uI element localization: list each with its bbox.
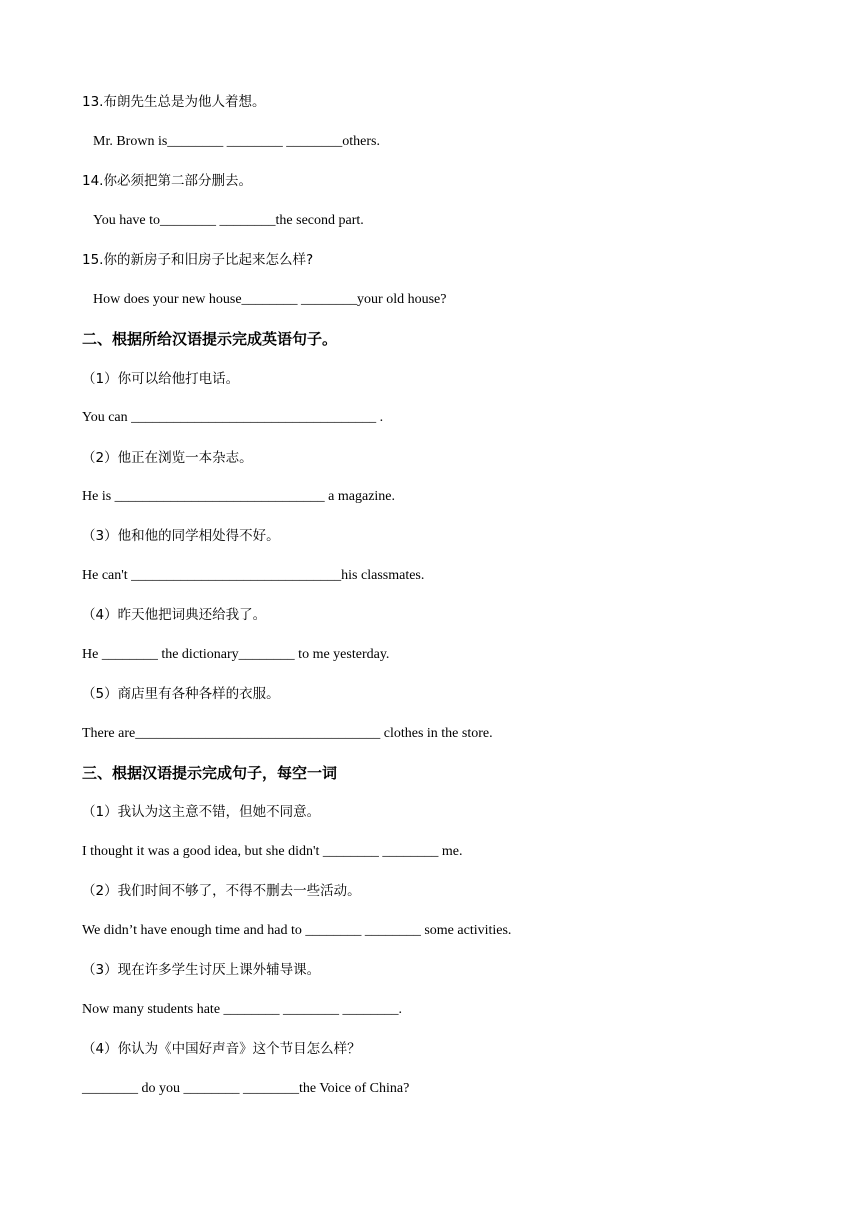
section-3-item-3-chinese: （3）现在许多学生讨厌上课外辅导课。 <box>82 962 321 978</box>
section-2-item-3-chinese: （3）他和他的同学相处得不好。 <box>82 528 280 544</box>
question-15-english: How does your new house________ ________your old house? <box>93 292 447 307</box>
section-3-item-2-english: We didn’t have enough time and had to ________ ________ some activities. <box>82 923 512 938</box>
section-3-item-3-english: Now many students hate ________ ________ ________. <box>82 1002 403 1017</box>
section-2-item-4-english: He ________ the dictionary________ to me yesterday. <box>82 647 390 662</box>
section-3-heading: 三、根据汉语提示完成句子，每空一词 <box>82 764 338 782</box>
question-14-chinese: 14.你必须把第二部分删去。 <box>82 173 252 189</box>
question-14-english: You have to________ ________the second part. <box>93 213 364 228</box>
section-2-item-5-chinese: （5）商店里有各种各样的衣服。 <box>82 686 280 702</box>
section-2-item-2-chinese: （2）他正在浏览一本杂志。 <box>82 450 253 466</box>
section-3-item-4-chinese: （4）你认为《中国好声音》这个节目怎么样？ <box>82 1041 361 1057</box>
section-2-item-1-english: You can ___________________________________ . <box>82 410 384 425</box>
section-3-item-4-english: ________ do you ________ ________the Voice of China? <box>82 1081 410 1096</box>
section-3-item-2-chinese: （2）我们时间不够了，不得不删去一些活动。 <box>82 883 361 899</box>
question-15-chinese: 15.你的新房子和旧房子比起来怎么样? <box>82 252 314 268</box>
section-3-item-1-chinese: （1）我认为这主意不错，但她不同意。 <box>82 804 321 820</box>
section-2-item-5-english: There are___________________________________ clothes in the store. <box>82 726 493 741</box>
question-13-chinese: 13.布朗先生总是为他人着想。 <box>82 94 266 110</box>
section-2-item-1-chinese: （1）你可以给他打电话。 <box>82 371 240 387</box>
section-2-item-4-chinese: （4）昨天他把词典还给我了。 <box>82 607 267 623</box>
section-2-item-3-english: He can't ______________________________his classmates. <box>82 568 425 583</box>
section-3-item-1-english: I thought it was a good idea, but she didn't ________ ________ me. <box>82 844 463 859</box>
section-2-heading: 二、根据所给汉语提示完成英语句子。 <box>82 330 338 348</box>
question-13-english: Mr. Brown is________ ________ ________others. <box>93 134 380 149</box>
section-2-item-2-english: He is ______________________________ a magazine. <box>82 489 396 504</box>
